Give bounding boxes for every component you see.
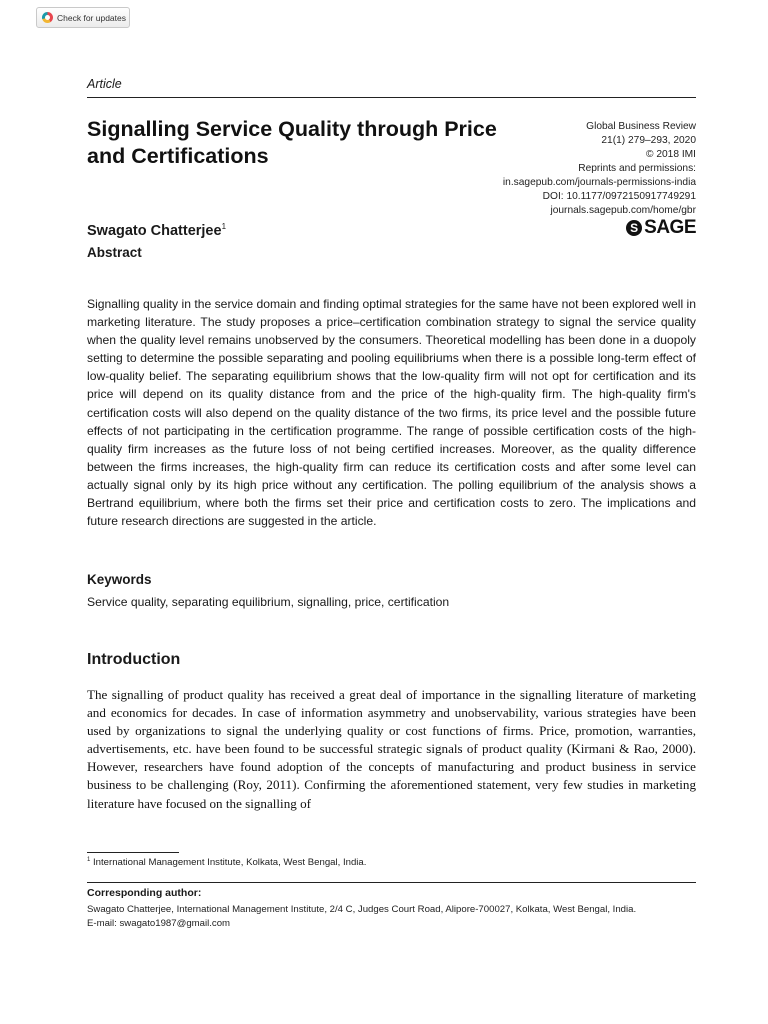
abstract-body: Signalling quality in the service domain and finding optimal strategies for the same have not been explored well in marketing literature. The study proposes a price–certification combination strategy to signal the service quality when the quality level remains unobserved by the consumers. Theoretical modelling has been done in a duopoly setting to determine the possible separating and pooling equilibriums when there is a possible long-term effect of low-quality belief. The separating equilibrium shows that the low-quality firm will not opt for certification and its price will depend on its quality distance from and the price of the high-quality firm. The high-quality firm's certification costs will also depend on the quality distance of the two firms, its price level and the possible future effects of not participating in the certification programme. The range of possible certification costs of the high-quality firm increases as the future loss of not being certified increases. Moreover, as the quality difference between the firms increases, the high-quality firm can reduce its certification costs and after some level can actually signal only by its high price without any certification. The polling equilibrium of the analysis shows a Bertrand equilibrium, where both the firms set their price and certification costs to zero. The implications and future research directions are suggested in the article.	[87, 297, 696, 529]
sage-s-icon: S	[626, 220, 642, 236]
sage-wordmark: SAGE	[644, 217, 696, 238]
abstract-heading: Abstract	[87, 245, 142, 260]
author-name	[87, 222, 226, 239]
author-affiliation-mark: 1	[221, 222, 227, 231]
reprints-label: Reprints and permissions:	[578, 163, 696, 174]
crossmark-icon	[42, 12, 53, 23]
author-name-text: Swagato Chatterjee	[87, 222, 222, 239]
footnote-mark: 1	[87, 857, 91, 863]
journal-name: Global Business Review	[586, 121, 696, 132]
sage-logo	[626, 217, 696, 239]
introduction-body: The signalling of product quality has received a great deal of importance in the signalling literature of marketing and economics for decades. In case of information asymmetry and unobservability, various strategies have been used by organizations to signal the underlying quality or cost functions of firms. Price, promotion, warranties, advertisements, etc. have been found to be successful strategic signals of product quality (Kirmani & Rao, 2000). However, researchers have found adoption of the concepts of manufacturing and product business in service business to be challenging (Roy, 2011). Confirming the aforementioned statement, very few studies in marketing literature have focused on the signalling of	[87, 687, 696, 811]
paper-title: Signalling Service Quality through Price and Certifications	[87, 117, 497, 168]
keywords-heading: Keywords	[87, 572, 152, 587]
footnote-rule	[87, 852, 179, 853]
check-for-updates-button[interactable]	[36, 7, 130, 28]
doi-link[interactable]: DOI: 10.1177/0972150917749291	[542, 191, 696, 202]
header-rule	[87, 97, 696, 98]
journal-home-link[interactable]: journals.sagepub.com/home/gbr	[550, 205, 696, 216]
corresponding-email[interactable]: E-mail: swagato1987@gmail.com	[87, 918, 231, 929]
keywords-list: Service quality, separating equilibrium, signalling, price, certification	[87, 595, 450, 609]
reprints-link[interactable]: in.sagepub.com/journals-permissions-india	[502, 177, 696, 188]
footnote-text: International Management Institute, Kolkata, West Bengal, India.	[93, 857, 367, 869]
corresponding-address: Swagato Chatterjee, International Management Institute, 2/4 C, Judges Court Road, Alipore-700027, Kolkata, West Bengal, India.	[87, 904, 637, 915]
journal-info	[436, 120, 696, 218]
corresponding-heading: Corresponding author:	[87, 887, 202, 899]
journal-copyright: © 2018 IMI	[646, 149, 696, 160]
journal-volume: 21(1) 279–293, 2020	[601, 135, 696, 146]
corresponding-rule	[87, 882, 696, 883]
introduction-heading: Introduction	[87, 651, 181, 668]
affiliation-footnote	[87, 857, 366, 868]
check-for-updates-label: Check for updates	[57, 12, 126, 23]
article-type-label: Article	[87, 77, 122, 91]
corresponding-details	[87, 903, 707, 931]
